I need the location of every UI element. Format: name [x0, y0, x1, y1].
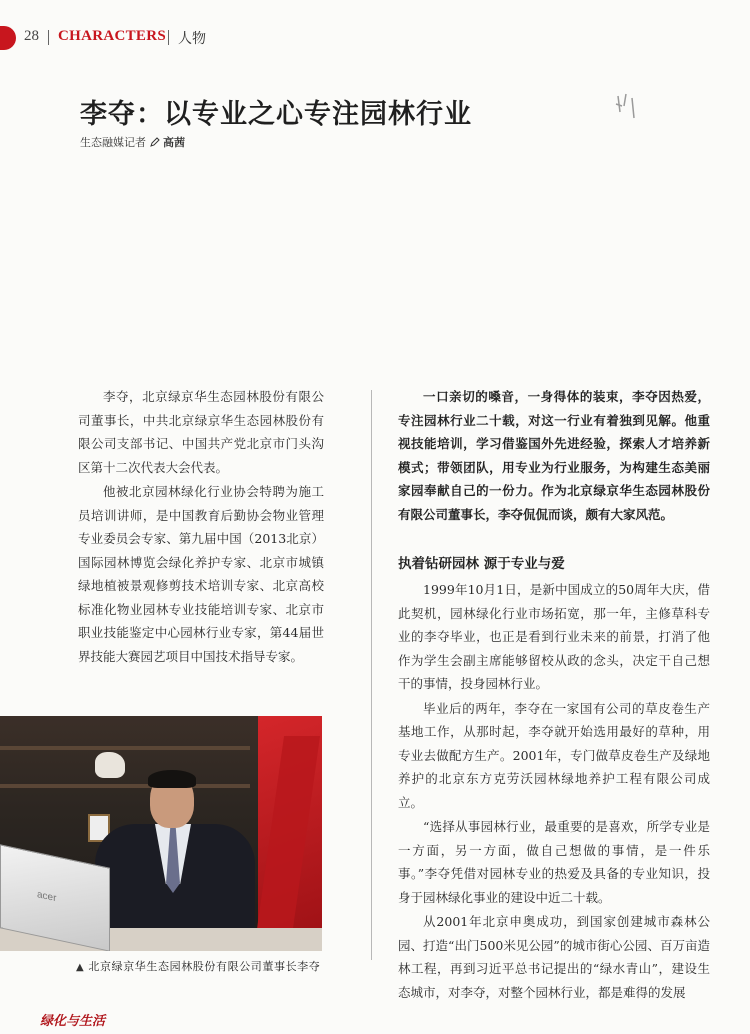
byline-prefix: 生态融媒记者 [80, 136, 146, 149]
header-divider [168, 30, 169, 45]
laptop-logo: acer [37, 889, 57, 905]
decorative-mark-icon [612, 92, 642, 122]
person-hair [148, 770, 196, 788]
caption-text: 北京绿京华生态园林股份有限公司董事长李夺 [88, 960, 321, 973]
page-number: 28 [24, 28, 39, 44]
right-paragraph: 1999年10月1日，是新中国成立的50周年大庆，借此契机，园林绿化行业市场拓宽，那一年，主修草科专业的李夺毕业，也正是看到行业未来的前景，打消了他作为学生会副主席能够留校从政的念头，决定干自己想干的事情，投身园林行业。 [398, 582, 710, 691]
article-title: 李夺：以专业之心专注园林行业 [80, 99, 472, 130]
byline-author: 高茜 [163, 136, 185, 149]
left-paragraph: 李夺，北京绿京华生态园林股份有限公司董事长，中共北京绿京华生态园林股份有限公司支部书记、中国共产党北京市门头沟区第十二次代表大会代表。 [78, 389, 324, 475]
pen-icon [150, 137, 160, 147]
portrait-photo [0, 716, 322, 951]
intro-paragraph: 一口亲切的嗓音，一身得体的装束，李夺因热爱，专注园林行业二十载，对这一行业有着独到见解。他重视技能培训，学习借鉴国外先进经验，探索人才培养新模式；带领团队，用专业为行业服务，为构建生态美丽家园奉献自己的一份力。作为北京绿京华生态园林股份有限公司董事长，李夺侃侃而谈，颇有大家风范。 [398, 389, 710, 522]
right-body [398, 578, 710, 1004]
bookshelf [0, 746, 250, 750]
right-paragraph: 毕业后的两年，李夺在一家国有公司的草皮卷生产基地工作，从那时起，李夺就开始选用最好的草种，用专业去做配方生产。2001年，专门做草皮卷生产及绿地养护的北京东方克劳沃园林绿地养护工程有限公司成立。 [398, 700, 710, 810]
photo-caption [76, 958, 320, 974]
left-column [78, 385, 324, 669]
left-paragraph: 他被北京园林绿化行业协会特聘为施工员培训讲师，是中国教育后勤协会物业管理专业委员会专家、第九届中国（2013北京）国际园林博览会绿化养护专家、北京市城镇绿地植被景观修剪技术培训专家、北京高校标准化物业园林专业技能培训专家、北京市职业技能鉴定中心园林行业专家，第44届世界技能大赛园艺项目中国技术指导专家。 [78, 484, 324, 664]
section-subheading: 执着钻研园林 源于专业与爱 [398, 556, 565, 572]
right-paragraph: “选择从事园林行业，最重要的是喜欢，所学专业是一方面，另一方面，做自己想做的事情，是一件乐事。”李夺凭借对园林专业的热爱及具备的专业知识，投身于园林绿化事业的建设中近二十载。 [398, 819, 710, 905]
header-red-tab [0, 26, 16, 50]
bookshelf [0, 784, 250, 788]
running-header [0, 28, 750, 48]
column-divider [371, 390, 372, 960]
right-paragraph: 从2001年北京申奥成功，到国家创建城市森林公园、打造“出门500米见公园”的城市街心公园、百万亩造林工程，再到习近平总书记提出的“绿水青山”，建设生态城市，对李夺，对整个园林行业，都是难得的发展 [398, 914, 710, 1000]
right-column [398, 385, 710, 1005]
section-label: CHARACTERS [58, 28, 167, 44]
header-divider [48, 30, 49, 45]
magazine-logo: 绿化与生活 [40, 1014, 106, 1029]
elephant-figurine [95, 752, 125, 778]
byline [80, 134, 185, 150]
triangle-icon: ▲ [76, 962, 85, 973]
subsection-label: 人物 [178, 31, 206, 47]
